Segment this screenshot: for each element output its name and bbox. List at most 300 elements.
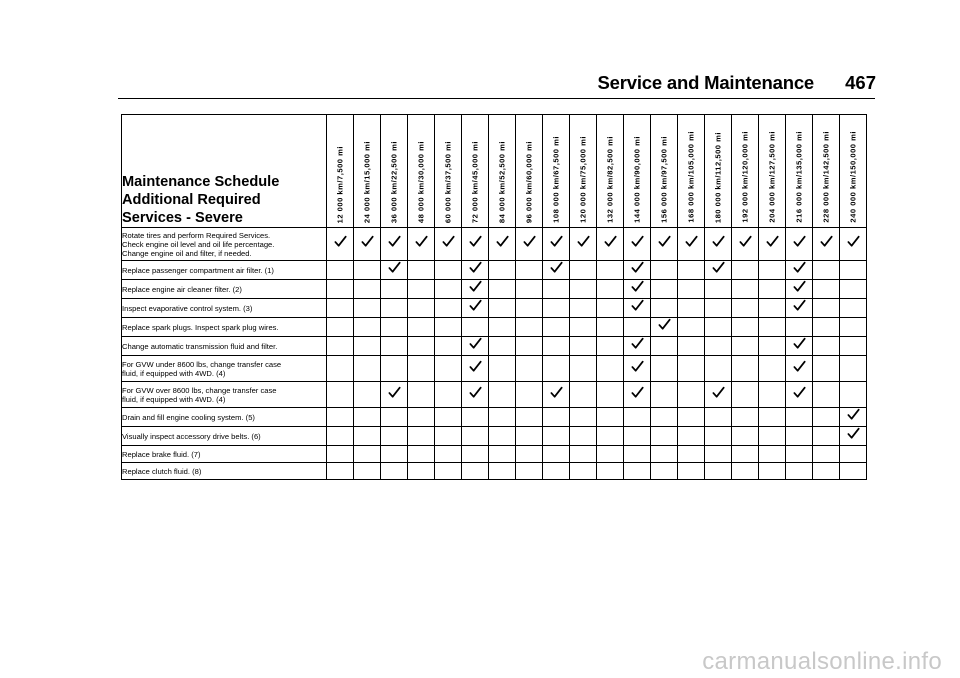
schedule-cell — [705, 382, 732, 408]
schedule-cell — [597, 318, 624, 337]
schedule-cell — [813, 318, 840, 337]
schedule-cell — [435, 408, 462, 427]
schedule-cell — [840, 427, 867, 446]
service-task: For GVW over 8600 lbs, change transfer case fluid, if equipped with 4WD. (4) — [122, 382, 327, 408]
interval-header — [570, 115, 597, 228]
schedule-cell — [732, 299, 759, 318]
table-row — [122, 463, 867, 480]
schedule-cell — [813, 299, 840, 318]
schedule-cell — [732, 337, 759, 356]
schedule-cell — [624, 228, 651, 261]
interval-label: 240 000 km/150,000 mi — [848, 131, 858, 223]
schedule-cell — [651, 356, 678, 382]
schedule-cell — [381, 299, 408, 318]
schedule-cell — [462, 382, 489, 408]
interval-label: 180 000 km/112,500 mi — [713, 131, 723, 223]
checkmark-icon — [793, 235, 806, 248]
schedule-cell — [516, 427, 543, 446]
schedule-cell — [732, 446, 759, 463]
schedule-cell — [516, 299, 543, 318]
schedule-cell — [786, 318, 813, 337]
schedule-cell — [462, 427, 489, 446]
schedule-cell — [813, 382, 840, 408]
table-row — [122, 318, 867, 337]
checkmark-icon — [793, 386, 806, 399]
interval-header — [759, 115, 786, 228]
schedule-cell — [840, 356, 867, 382]
schedule-cell — [408, 382, 435, 408]
service-task: Visually inspect accessory drive belts. (6) — [122, 427, 327, 446]
schedule-cell — [489, 280, 516, 299]
schedule-cell — [759, 318, 786, 337]
schedule-cell — [462, 299, 489, 318]
service-task: Change automatic transmission fluid and filter. — [122, 337, 327, 356]
checkmark-icon — [631, 235, 644, 248]
schedule-cell — [786, 280, 813, 299]
schedule-cell — [786, 228, 813, 261]
schedule-cell — [759, 382, 786, 408]
schedule-cell — [732, 318, 759, 337]
interval-header — [678, 115, 705, 228]
schedule-cell — [651, 446, 678, 463]
schedule-cell — [705, 356, 732, 382]
schedule-cell — [462, 408, 489, 427]
schedule-cell — [327, 228, 354, 261]
schedule-cell — [354, 408, 381, 427]
schedule-cell — [759, 299, 786, 318]
schedule-cell — [354, 318, 381, 337]
schedule-cell — [840, 280, 867, 299]
checkmark-icon — [388, 235, 401, 248]
schedule-cell — [624, 299, 651, 318]
schedule-cell — [354, 446, 381, 463]
schedule-cell — [354, 337, 381, 356]
schedule-cell — [813, 261, 840, 280]
schedule-cell — [678, 261, 705, 280]
schedule-cell — [381, 408, 408, 427]
schedule-cell — [705, 280, 732, 299]
schedule-cell — [516, 382, 543, 408]
schedule-cell — [813, 463, 840, 480]
table-row — [122, 427, 867, 446]
checkmark-icon — [631, 360, 644, 373]
schedule-cell — [435, 356, 462, 382]
schedule-cell — [705, 337, 732, 356]
schedule-cell — [516, 280, 543, 299]
schedule-cell — [462, 228, 489, 261]
schedule-cell — [327, 408, 354, 427]
schedule-cell — [381, 318, 408, 337]
schedule-cell — [732, 228, 759, 261]
interval-label: 144 000 km/90,000 mi — [632, 136, 642, 223]
checkmark-icon — [712, 386, 725, 399]
schedule-cell — [435, 299, 462, 318]
service-task: Drain and fill engine cooling system. (5) — [122, 408, 327, 427]
schedule-cell — [678, 382, 705, 408]
schedule-cell — [543, 337, 570, 356]
schedule-cell — [732, 408, 759, 427]
table-row — [122, 228, 867, 261]
schedule-cell — [408, 356, 435, 382]
schedule-cell — [624, 463, 651, 480]
schedule-cell — [786, 337, 813, 356]
checkmark-icon — [577, 235, 590, 248]
schedule-cell — [570, 382, 597, 408]
interval-label: 48 000 km/30,000 mi — [416, 140, 426, 223]
schedule-cell — [678, 337, 705, 356]
schedule-cell — [354, 261, 381, 280]
schedule-cell — [435, 261, 462, 280]
service-task: Replace brake fluid. (7) — [122, 446, 327, 463]
interval-label: 96 000 km/60,000 mi — [524, 140, 534, 223]
table-row — [122, 299, 867, 318]
interval-header — [840, 115, 867, 228]
schedule-cell — [840, 318, 867, 337]
service-task: Rotate tires and perform Required Services. Check engine oil level and oil life percentage. Change engine oil and filter, if needed. — [122, 228, 327, 261]
interval-label: 192 000 km/120,000 mi — [740, 131, 750, 223]
schedule-cell — [516, 261, 543, 280]
schedule-cell — [327, 463, 354, 480]
schedule-cell — [678, 356, 705, 382]
schedule-cell — [489, 446, 516, 463]
schedule-cell — [732, 356, 759, 382]
schedule-cell — [786, 408, 813, 427]
schedule-cell — [624, 318, 651, 337]
schedule-cell — [705, 261, 732, 280]
schedule-cell — [651, 337, 678, 356]
schedule-cell — [651, 463, 678, 480]
checkmark-icon — [631, 280, 644, 293]
schedule-cell — [840, 299, 867, 318]
schedule-cell — [678, 299, 705, 318]
interval-label: 84 000 km/52,500 mi — [497, 140, 507, 223]
watermark: carmanualsonline.info — [702, 648, 942, 675]
schedule-cell — [840, 408, 867, 427]
checkmark-icon — [631, 386, 644, 399]
schedule-cell — [381, 261, 408, 280]
schedule-cell — [678, 446, 705, 463]
schedule-cell — [759, 408, 786, 427]
schedule-cell — [381, 280, 408, 299]
schedule-cell — [840, 261, 867, 280]
schedule-cell — [705, 299, 732, 318]
interval-label: 120 000 km/75,000 mi — [578, 136, 588, 223]
schedule-cell — [786, 382, 813, 408]
schedule-cell — [678, 280, 705, 299]
schedule-cell — [678, 228, 705, 261]
schedule-cell — [597, 463, 624, 480]
schedule-cell — [786, 427, 813, 446]
checkmark-icon — [604, 235, 617, 248]
schedule-cell — [462, 337, 489, 356]
schedule-cell — [516, 463, 543, 480]
service-task: Replace spark plugs. Inspect spark plug wires. — [122, 318, 327, 337]
checkmark-icon — [442, 235, 455, 248]
interval-label: 72 000 km/45,000 mi — [470, 140, 480, 223]
schedule-cell — [570, 280, 597, 299]
checkmark-icon — [793, 261, 806, 274]
schedule-cell — [381, 382, 408, 408]
checkmark-icon — [712, 235, 725, 248]
schedule-cell — [489, 261, 516, 280]
checkmark-icon — [469, 360, 482, 373]
checkmark-icon — [658, 235, 671, 248]
schedule-cell — [840, 382, 867, 408]
schedule-cell — [678, 318, 705, 337]
schedule-cell — [408, 446, 435, 463]
checkmark-icon — [415, 235, 428, 248]
interval-header — [462, 115, 489, 228]
interval-label: 132 000 km/82,500 mi — [605, 136, 615, 223]
schedule-cell — [651, 228, 678, 261]
interval-header — [597, 115, 624, 228]
schedule-cell — [570, 318, 597, 337]
schedule-cell — [786, 446, 813, 463]
interval-header — [813, 115, 840, 228]
schedule-cell — [597, 408, 624, 427]
schedule-cell — [435, 463, 462, 480]
schedule-cell — [381, 337, 408, 356]
schedule-cell — [570, 408, 597, 427]
page-number: 467 — [845, 72, 876, 93]
checkmark-icon — [793, 360, 806, 373]
schedule-cell — [408, 318, 435, 337]
checkmark-icon — [739, 235, 752, 248]
checkmark-icon — [469, 386, 482, 399]
schedule-cell — [462, 356, 489, 382]
schedule-cell — [516, 446, 543, 463]
interval-header — [435, 115, 462, 228]
schedule-cell — [705, 463, 732, 480]
schedule-cell — [813, 446, 840, 463]
schedule-cell — [543, 318, 570, 337]
schedule-cell — [408, 427, 435, 446]
schedule-cell — [408, 337, 435, 356]
table-row — [122, 280, 867, 299]
schedule-cell — [516, 228, 543, 261]
schedule-cell — [543, 463, 570, 480]
schedule-cell — [489, 337, 516, 356]
schedule-cell — [759, 427, 786, 446]
schedule-cell — [651, 408, 678, 427]
service-task: For GVW under 8600 lbs, change transfer case fluid, if equipped with 4WD. (4) — [122, 356, 327, 382]
schedule-cell — [327, 356, 354, 382]
schedule-cell — [435, 280, 462, 299]
schedule-cell — [678, 408, 705, 427]
schedule-cell — [732, 463, 759, 480]
schedule-cell — [624, 280, 651, 299]
schedule-cell — [489, 356, 516, 382]
schedule-cell — [570, 463, 597, 480]
checkmark-icon — [631, 261, 644, 274]
schedule-cell — [489, 382, 516, 408]
schedule-cell — [462, 261, 489, 280]
schedule-cell — [543, 408, 570, 427]
service-task: Replace passenger compartment air filter. (1) — [122, 261, 327, 280]
schedule-cell — [435, 446, 462, 463]
schedule-cell — [705, 427, 732, 446]
schedule-cell — [408, 261, 435, 280]
schedule-cell — [354, 280, 381, 299]
service-task: Replace clutch fluid. (8) — [122, 463, 327, 480]
interval-header-row — [122, 115, 867, 228]
schedule-cell — [813, 228, 840, 261]
schedule-cell — [462, 446, 489, 463]
table-row — [122, 337, 867, 356]
interval-header — [489, 115, 516, 228]
schedule-cell — [651, 280, 678, 299]
checkmark-icon — [361, 235, 374, 248]
schedule-cell — [381, 356, 408, 382]
schedule-cell — [840, 337, 867, 356]
checkmark-icon — [469, 235, 482, 248]
schedule-cell — [489, 299, 516, 318]
schedule-cell — [651, 318, 678, 337]
schedule-cell — [435, 228, 462, 261]
checkmark-icon — [550, 261, 563, 274]
interval-header — [381, 115, 408, 228]
schedule-cell — [813, 337, 840, 356]
checkmark-icon — [334, 235, 347, 248]
schedule-cell — [516, 356, 543, 382]
schedule-cell — [381, 463, 408, 480]
schedule-cell — [813, 356, 840, 382]
schedule-cell — [381, 427, 408, 446]
checkmark-icon — [388, 386, 401, 399]
checkmark-icon — [793, 299, 806, 312]
schedule-cell — [543, 446, 570, 463]
checkmark-icon — [469, 337, 482, 350]
schedule-cell — [597, 228, 624, 261]
schedule-cell — [570, 299, 597, 318]
interval-label: 168 000 km/105,000 mi — [686, 131, 696, 223]
schedule-cell — [597, 280, 624, 299]
schedule-cell — [408, 299, 435, 318]
schedule-cell — [786, 463, 813, 480]
schedule-cell — [624, 427, 651, 446]
schedule-cell — [759, 280, 786, 299]
schedule-cell — [381, 446, 408, 463]
checkmark-icon — [793, 280, 806, 293]
schedule-cell — [624, 261, 651, 280]
schedule-cell — [705, 228, 732, 261]
schedule-cell — [813, 408, 840, 427]
schedule-cell — [408, 228, 435, 261]
checkmark-icon — [469, 280, 482, 293]
schedule-cell — [732, 261, 759, 280]
schedule-cell — [435, 427, 462, 446]
schedule-cell — [462, 280, 489, 299]
schedule-cell — [840, 228, 867, 261]
interval-header — [786, 115, 813, 228]
schedule-cell — [408, 408, 435, 427]
section-title: Service and Maintenance — [597, 72, 814, 93]
interval-label: 156 000 km/97,500 mi — [659, 136, 669, 223]
schedule-cell — [462, 463, 489, 480]
schedule-cell — [354, 356, 381, 382]
schedule-cell — [327, 446, 354, 463]
checkmark-icon — [523, 235, 536, 248]
schedule-cell — [516, 318, 543, 337]
schedule-cell — [408, 463, 435, 480]
schedule-cell — [381, 228, 408, 261]
table-row — [122, 382, 867, 408]
schedule-cell — [840, 463, 867, 480]
checkmark-icon — [766, 235, 779, 248]
schedule-cell — [786, 299, 813, 318]
schedule-cell — [543, 299, 570, 318]
schedule-cell — [597, 337, 624, 356]
checkmark-icon — [712, 261, 725, 274]
schedule-cell — [543, 382, 570, 408]
interval-header — [624, 115, 651, 228]
checkmark-icon — [550, 235, 563, 248]
table-row — [122, 356, 867, 382]
maintenance-schedule — [121, 114, 867, 480]
interval-header — [651, 115, 678, 228]
checkmark-icon — [631, 299, 644, 312]
interval-label: 36 000 km/22,500 mi — [389, 140, 399, 223]
interval-label: 60 000 km/37,500 mi — [443, 140, 453, 223]
schedule-cell — [489, 318, 516, 337]
checkmark-icon — [469, 299, 482, 312]
schedule-cell — [327, 261, 354, 280]
schedule-cell — [570, 427, 597, 446]
schedule-cell — [759, 261, 786, 280]
schedule-cell — [597, 446, 624, 463]
schedule-cell — [516, 337, 543, 356]
checkmark-icon — [631, 337, 644, 350]
schedule-cell — [759, 356, 786, 382]
interval-label: 216 000 km/135,000 mi — [794, 131, 804, 223]
schedule-cell — [732, 382, 759, 408]
schedule-cell — [489, 228, 516, 261]
schedule-cell — [354, 463, 381, 480]
header-divider — [118, 98, 875, 99]
schedule-cell — [435, 318, 462, 337]
schedule-body — [122, 228, 867, 480]
schedule-cell — [327, 318, 354, 337]
schedule-title-cell — [122, 115, 327, 228]
schedule-cell — [597, 356, 624, 382]
service-task: Inspect evaporative control system. (3) — [122, 299, 327, 318]
interval-header — [543, 115, 570, 228]
checkmark-icon — [847, 235, 860, 248]
schedule-cell — [759, 446, 786, 463]
interval-label: 108 000 km/67,500 mi — [551, 136, 561, 223]
schedule-cell — [327, 427, 354, 446]
schedule-cell — [354, 228, 381, 261]
schedule-cell — [570, 337, 597, 356]
table-row — [122, 408, 867, 427]
interval-label: 204 000 km/127,500 mi — [767, 131, 777, 223]
schedule-cell — [570, 261, 597, 280]
schedule-cell — [354, 382, 381, 408]
schedule-cell — [840, 446, 867, 463]
checkmark-icon — [793, 337, 806, 350]
schedule-cell — [489, 427, 516, 446]
schedule-cell — [624, 408, 651, 427]
checkmark-icon — [847, 427, 860, 440]
schedule-cell — [408, 280, 435, 299]
schedule-cell — [327, 299, 354, 318]
interval-header — [732, 115, 759, 228]
table-row — [122, 261, 867, 280]
schedule-cell — [462, 318, 489, 337]
checkmark-icon — [820, 235, 833, 248]
schedule-title: Maintenance Schedule Additional Required Services - Severe — [122, 174, 280, 226]
schedule-cell — [543, 356, 570, 382]
